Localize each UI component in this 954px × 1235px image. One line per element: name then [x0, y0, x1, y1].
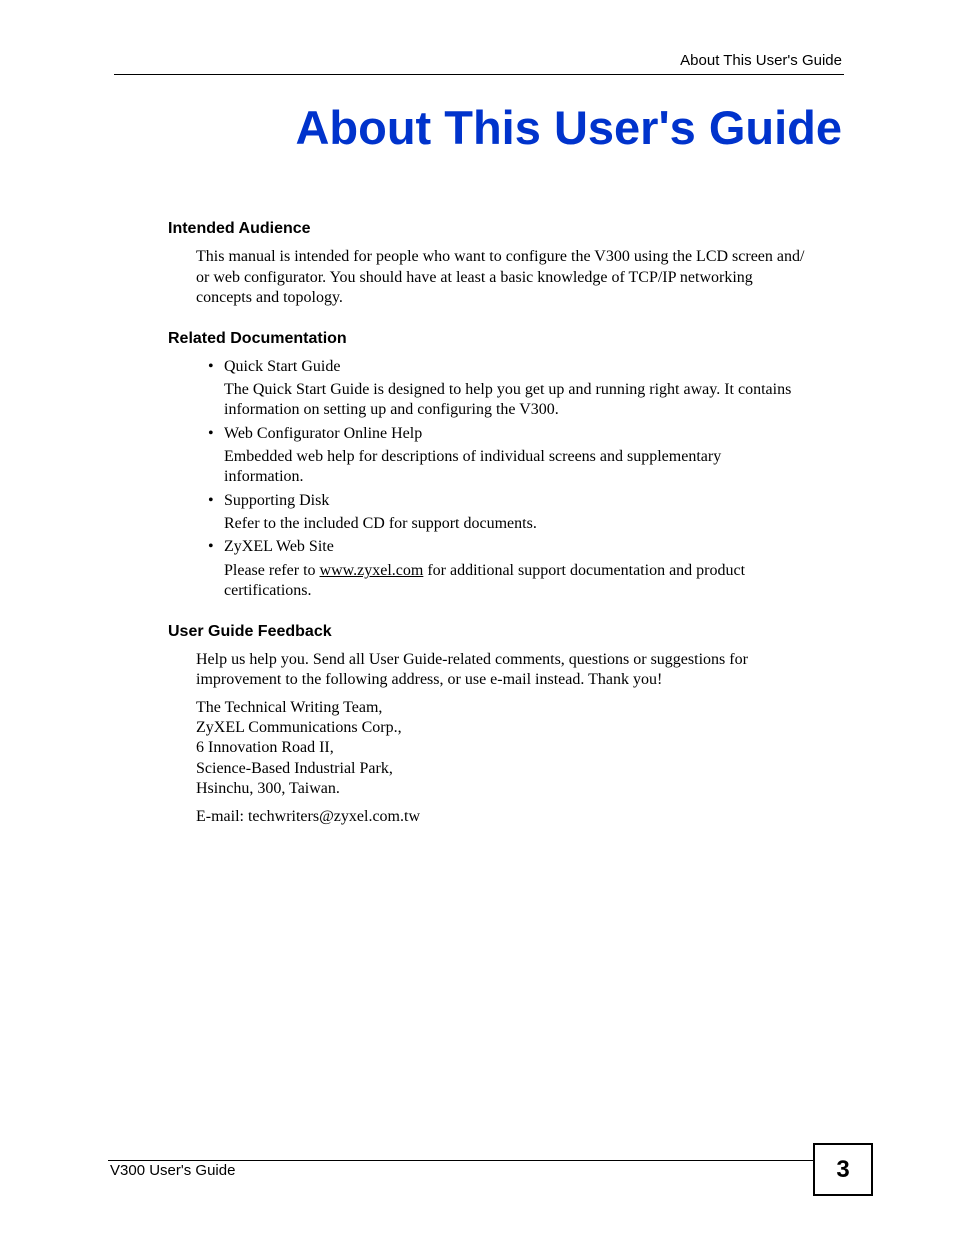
feedback-intro-line-1: Help us help you. Send all User Guide-related comments, questions or suggestions for: [196, 651, 748, 668]
running-header-title: About This User's Guide: [680, 52, 842, 69]
feedback-heading: User Guide Feedback: [168, 623, 332, 640]
address-line-5: Hsinchu, 300, Taiwan.: [196, 780, 340, 797]
doc-item-web-site-title: ZyXEL Web Site: [224, 538, 334, 555]
address-line-4: Science-Based Industrial Park,: [196, 760, 393, 777]
intended-audience-line-2: or web configurator. You should have at least a basic knowledge of TCP/IP networking: [196, 269, 753, 286]
zyxel-website-link[interactable]: www.zyxel.com: [319, 562, 424, 579]
page-title: About This User's Guide: [295, 101, 842, 154]
related-documentation-heading: Related Documentation: [168, 330, 347, 347]
doc-item-supporting-disk-title: Supporting Disk: [224, 492, 330, 509]
intended-audience-heading: Intended Audience: [168, 220, 311, 237]
doc-item-online-help-line-2: information.: [224, 468, 304, 485]
feedback-email: E-mail: techwriters@zyxel.com.tw: [196, 808, 420, 825]
feedback-intro-line-2: improvement to the following address, or use e-mail instead. Thank you!: [196, 671, 663, 688]
doc-item-web-site-line-1: [224, 561, 745, 582]
bullet-icon: •: [208, 538, 214, 555]
doc-item-quick-start-title: Quick Start Guide: [224, 358, 341, 375]
doc-item-online-help-line-1: Embedded web help for descriptions of individual screens and supplementary: [224, 448, 722, 465]
address-line-1: The Technical Writing Team,: [196, 699, 383, 716]
bullet-icon: •: [208, 492, 214, 509]
doc-item-web-site-line-2: certifications.: [224, 582, 312, 599]
doc-item-web-site-prefix: Please refer to: [224, 562, 320, 579]
doc-item-online-help-title: Web Configurator Online Help: [224, 425, 423, 442]
bullet-icon: •: [208, 425, 214, 442]
doc-item-quick-start-line-1: The Quick Start Guide is designed to help you get up and running right away. It contains: [224, 381, 792, 398]
doc-item-web-site-suffix: for additional support documentation and product: [423, 562, 746, 579]
footer-divider: [108, 1160, 814, 1161]
running-header: [114, 52, 844, 75]
bullet-icon: •: [208, 358, 214, 375]
intended-audience-line-3: concepts and topology.: [196, 289, 343, 306]
doc-item-supporting-disk-line-1: Refer to the included CD for support documents.: [224, 515, 537, 532]
intended-audience-line-1: This manual is intended for people who want to configure the V300 using the LCD screen and/: [196, 248, 805, 265]
page-number: 3: [813, 1143, 873, 1196]
address-line-2: ZyXEL Communications Corp.,: [196, 719, 402, 736]
doc-item-quick-start-line-2: information on setting up and configuring the V300.: [224, 401, 559, 418]
footer-guide-name: V300 User's Guide: [110, 1162, 236, 1179]
address-line-3: 6 Innovation Road II,: [196, 739, 334, 756]
